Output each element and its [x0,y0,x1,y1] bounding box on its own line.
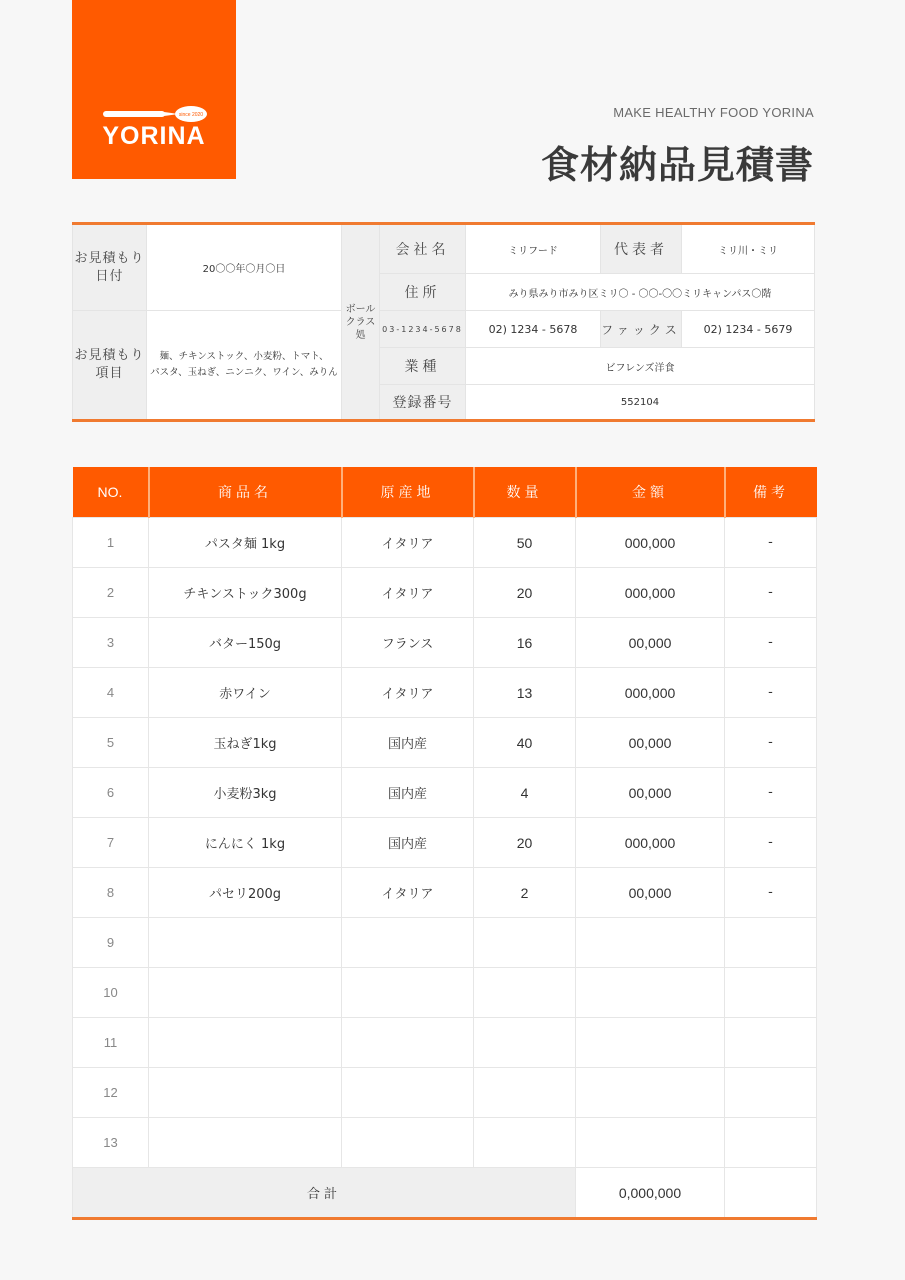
fax-label: ファックス [601,311,682,348]
row-no: 3 [73,618,149,668]
row-origin: 国内産 [342,768,474,818]
row-amount: 00,000 [576,868,725,918]
row-origin: フランス [342,618,474,668]
reg-label: 登録番号 [380,385,466,421]
row-name: 赤ワイン [149,668,342,718]
total-note [725,1168,817,1219]
row-note: - [725,618,817,668]
row-amount: 00,000 [576,718,725,768]
row-qty [474,1068,576,1118]
row-qty: 40 [474,718,576,768]
items-table [72,467,817,1220]
row-name: パスタ麺 1kg [149,518,342,568]
row-no: 11 [73,1018,149,1068]
row-amount: 000,000 [576,818,725,868]
document-title: 食材納品見積書 [540,143,814,187]
row-name [149,1068,342,1118]
row-qty [474,1018,576,1068]
row-no: 1 [73,518,149,568]
row-origin: イタリア [342,568,474,618]
row-name [149,1118,342,1168]
table-row [73,518,817,568]
date-label: お見積もり日付 [73,224,147,311]
row-qty: 2 [474,868,576,918]
row-origin: 国内産 [342,818,474,868]
row-note: - [725,868,817,918]
row-note: - [725,518,817,568]
total-row [73,1168,817,1219]
table-row [73,1068,817,1118]
row-note [725,968,817,1018]
row-origin: イタリア [342,668,474,718]
row-name [149,968,342,1018]
company-label: 会社名 [380,224,466,274]
row-no: 13 [73,1118,149,1168]
header-amount: 金額 [576,467,725,518]
row-no: 7 [73,818,149,868]
row-qty [474,1118,576,1168]
row-no: 5 [73,718,149,768]
items-value: 麺、チキンストック、小麦粉、トマト、 パスタ、玉ねぎ、ニンニク、ワイン、みりん [147,311,342,421]
table-row [73,818,817,868]
row-origin: イタリア [342,868,474,918]
fax-value: 02) 1234 - 5679 [682,311,815,348]
table-row [73,618,817,668]
row-name: 小麦粉3kg [149,768,342,818]
phone-value: 02) 1234 - 5678 [466,311,601,348]
header-origin: 原産地 [342,467,474,518]
table-row [73,1118,817,1168]
row-origin: 国内産 [342,718,474,768]
total-value: 0,000,000 [576,1168,725,1219]
table-row [73,568,817,618]
logo [72,0,236,179]
row-qty [474,968,576,1018]
table-row [73,668,817,718]
row-no: 2 [73,568,149,618]
company-value: ミリフード [466,224,601,274]
row-no: 9 [73,918,149,968]
row-note [725,918,817,968]
row-amount [576,968,725,1018]
table-row [73,1018,817,1068]
row-note [725,1118,817,1168]
rep-value: ミリ川・ミリ [682,224,815,274]
row-origin [342,968,474,1018]
row-amount: 000,000 [576,568,725,618]
row-no: 4 [73,668,149,718]
row-origin [342,918,474,968]
address-label: 住所 [380,274,466,311]
row-name: パセリ200g [149,868,342,918]
row-amount: 00,000 [576,768,725,818]
table-row [73,918,817,968]
row-amount: 000,000 [576,668,725,718]
table-row [73,968,817,1018]
row-note: - [725,818,817,868]
header-no: NO. [73,467,149,518]
phone-label: 03-1234-5678 [380,311,466,348]
row-note: - [725,668,817,718]
row-amount: 000,000 [576,518,725,568]
row-amount [576,918,725,968]
address-value: みり県みり市みり区ミリ〇 - 〇〇-〇〇ミリキャンパス〇階 [466,274,815,311]
row-amount [576,1018,725,1068]
row-note: - [725,568,817,618]
industry-value: ビフレンズ洋食 [466,348,815,385]
row-no: 8 [73,868,149,918]
port-label: ボール クラス 処 [342,224,380,421]
row-name [149,1018,342,1068]
info-table [72,222,815,422]
row-qty: 16 [474,618,576,668]
row-origin: イタリア [342,518,474,568]
row-note [725,1018,817,1068]
row-name: チキンストック300g [149,568,342,618]
table-row [73,768,817,818]
header-name: 商品名 [149,467,342,518]
row-name: バター150g [149,618,342,668]
row-origin [342,1118,474,1168]
svg-text:since 2020: since 2020 [178,112,204,118]
row-qty: 20 [474,818,576,868]
row-no: 12 [73,1068,149,1118]
row-qty: 50 [474,518,576,568]
table-row [73,718,817,768]
row-amount: 00,000 [576,618,725,668]
header-qty: 数量 [474,467,576,518]
row-qty: 13 [474,668,576,718]
row-no: 6 [73,768,149,818]
table-row [73,868,817,918]
row-origin [342,1018,474,1068]
row-qty: 4 [474,768,576,818]
row-no: 10 [73,968,149,1018]
date-value: 20〇〇年〇月〇日 [147,224,342,311]
row-qty [474,918,576,968]
spoon-icon [102,104,208,124]
header-note: 備考 [725,467,817,518]
row-note: - [725,718,817,768]
row-name [149,918,342,968]
table-header-row [73,467,817,518]
industry-label: 業種 [380,348,466,385]
reg-value: 552104 [466,385,815,421]
logo-text: YORINA [102,122,206,150]
row-amount [576,1118,725,1168]
tagline: MAKE HEALTHY FOOD YORINA [613,105,814,120]
row-name: 玉ねぎ1kg [149,718,342,768]
row-amount [576,1068,725,1118]
row-note: - [725,768,817,818]
items-label: お見積もり項目 [73,311,147,421]
row-origin [342,1068,474,1118]
rep-label: 代表者 [601,224,682,274]
row-name: にんにく 1kg [149,818,342,868]
row-qty: 20 [474,568,576,618]
row-note [725,1068,817,1118]
total-label: 合計 [73,1168,576,1219]
